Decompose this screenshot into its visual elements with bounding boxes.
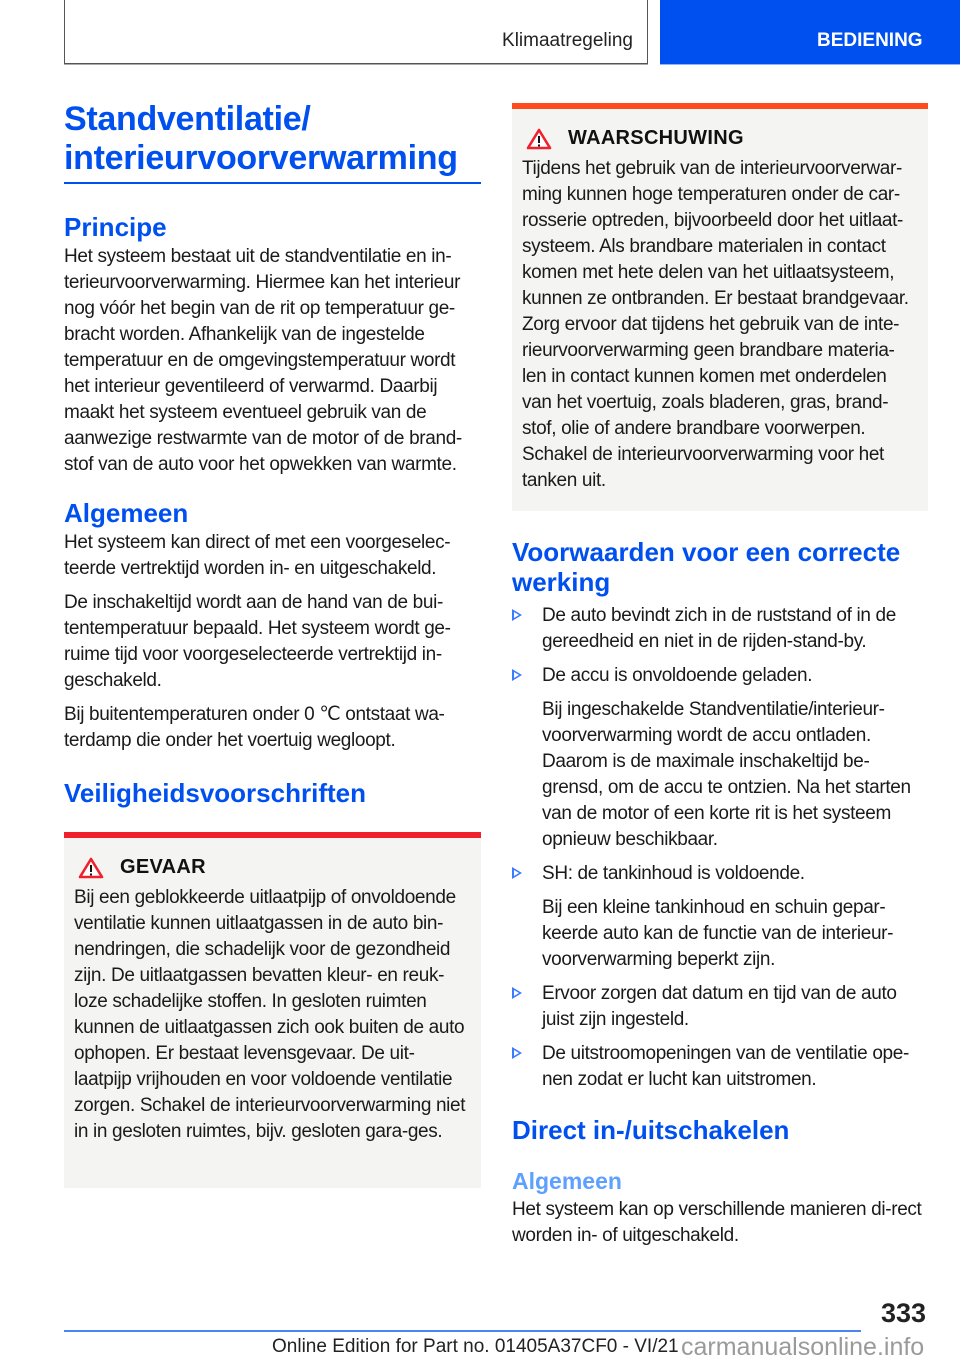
list-item (512, 663, 928, 853)
warning-title (522, 127, 918, 150)
warning-label: WAARSCHUWING (568, 127, 744, 149)
heading-veiligheidsvoorschriften: Veiligheidsvoorschriften (64, 778, 366, 808)
direct-text: Het systeem kan op verschillende manieren di-rect worden in- of uitgeschakeld. (512, 1199, 922, 1246)
watermark: carmanualsonline.info (681, 1333, 925, 1361)
danger-box (64, 832, 481, 1188)
list-item-text: De auto bevindt zich in de ruststand of in de gereedheid en niet in de rijden-stand-by. (542, 605, 896, 652)
list-item-text: De accu is onvoldoende geladen. (542, 665, 813, 686)
list-item (512, 981, 928, 1033)
principe-text: Het systeem bestaat uit de standventilatie en in-terieurvoorverwarming. Hiermee kan het interieur nog vóór het begin van de rit op temperatuur ge-bracht worden. Afhankelijk van de ingestelde temperatuur en de omgevingstemperatuur wordt het interieur geventileerd of verwarmd. Daarbij maakt het systeem eventueel gebruik van de aanwezige restwarmte van de motor of de brand-stof van de auto voor het opwekken van warmte. (64, 246, 462, 475)
warning-triangle-icon (78, 857, 104, 879)
algemeen-paragraph-1: Het systeem kan direct of met een voorgeselec-teerde vertrektijd worden in- en uitgeschakeld. (64, 532, 451, 579)
subheading-algemeen: Algemeen (512, 1168, 622, 1194)
warning-text: Tijdens het gebruik van de interieurvoorverwar-ming kunnen hoge temperaturen onder de car-rosserie optreden, bijvoorbeeld door het uitlaat-systeem. Als brandbare materialen in contact komen met hete delen van het uitlaatsysteem, kunnen ze ontbranden. Er bestaat brandgevaar. Zorg ervoor dat tijdens het gebruik van de inte-rieurvoorverwarming geen brandbare materia-len in contact kunnen komen met onderdelen van het voertuig, zoals bladeren, gras, brand-stof, olie of andere brandbare voorwerpen. Schakel de interieurvoorverwarming voor het tanken uit. (522, 158, 909, 491)
page-title-line2: interieurvoorverwarming (64, 139, 458, 177)
list-item (512, 1041, 928, 1093)
list-item-subtext: Bij ingeschakelde Standventilatie/interieur-voorverwarming wordt de accu ontladen. Daarom is de maximale inschakeltijd be-grensd, om de accu te ontzien. Na het starten van de motor of een korte rit is het systeem opnieuw beschikbaar. (542, 699, 911, 850)
heading-principe: Principe (64, 212, 167, 242)
list-item-subtext: Bij een kleine tankinhoud en schuin gepar-keerde auto kan de functie van de interieur-voorverwarming beperkt zijn. (542, 897, 894, 970)
header-chapter-tab (660, 0, 960, 65)
bullet-triangle-icon (512, 987, 522, 999)
footer-edition: Online Edition for Part no. 01405A37CF0 - VI/21 (272, 1336, 679, 1357)
footer-divider (64, 1330, 861, 1332)
bullet-triangle-icon (512, 669, 522, 681)
voorwaarden-list (512, 603, 928, 1093)
header-chapter-title: BEDIENING (817, 30, 923, 51)
list-item-text: Ervoor zorgen dat datum en tijd van de auto juist zijn ingesteld. (542, 983, 897, 1030)
list-item-text: De uitstroomopeningen van de ventilatie ope-nen zodat er lucht kan uitstromen. (542, 1043, 909, 1090)
algemeen-paragraph-3: Bij buitentemperaturen onder 0 ℃ ontstaat wa-terdamp die onder het voertuig wegloopt. (64, 704, 445, 751)
page-title-line1: Standventilatie/ (64, 100, 311, 138)
danger-text: Bij een geblokkeerde uitlaatpijp of onvoldoende ventilatie kunnen uitlaatgassen in de auto bin-nendringen, die schadelijk voor de gezondheid zijn. De uitlaatgassen bevatten kleur- en reuk-loze schadelijke stoffen. In gesloten ruimten kunnen de uitlaatgassen zich ook buiten de auto ophopen. Er bestaat levensgevaar. De uit-laatpijp vrijhouden en voor voldoende ventilatie zorgen. Schakel de interieurvoorverwarming niet in in gesloten ruimtes, bijv. gesloten gara-ges. (74, 887, 466, 1142)
list-item (512, 603, 928, 655)
list-item-text: SH: de tankinhoud is voldoende. (542, 863, 805, 884)
page-title (64, 100, 481, 184)
warning-triangle-icon (526, 128, 552, 150)
algemeen-paragraph-2: De inschakeltijd wordt aan de hand van de bui-tentemperatuur bepaald. Het systeem wordt ge-ruime tijd voor voorgeselecteerde vertrektijd in-geschakeld. (64, 592, 451, 691)
danger-title (74, 856, 471, 879)
bullet-triangle-icon (512, 1047, 522, 1059)
left-column (64, 100, 481, 1188)
page-number: 333 (880, 1298, 926, 1328)
bullet-triangle-icon (512, 609, 522, 621)
heading-direct: Direct in-/uitschakelen (512, 1115, 790, 1145)
heading-algemeen: Algemeen (64, 498, 189, 528)
heading-voorwaarden: Voorwaarden voor een correcte werking (512, 537, 901, 597)
list-item (512, 861, 928, 973)
right-column (512, 100, 928, 1249)
bullet-triangle-icon (512, 867, 522, 879)
warning-box (512, 103, 928, 511)
danger-label: GEVAAR (120, 856, 206, 878)
header-section-title: Klimaatregeling (502, 30, 633, 51)
header-section-box (64, 0, 648, 64)
